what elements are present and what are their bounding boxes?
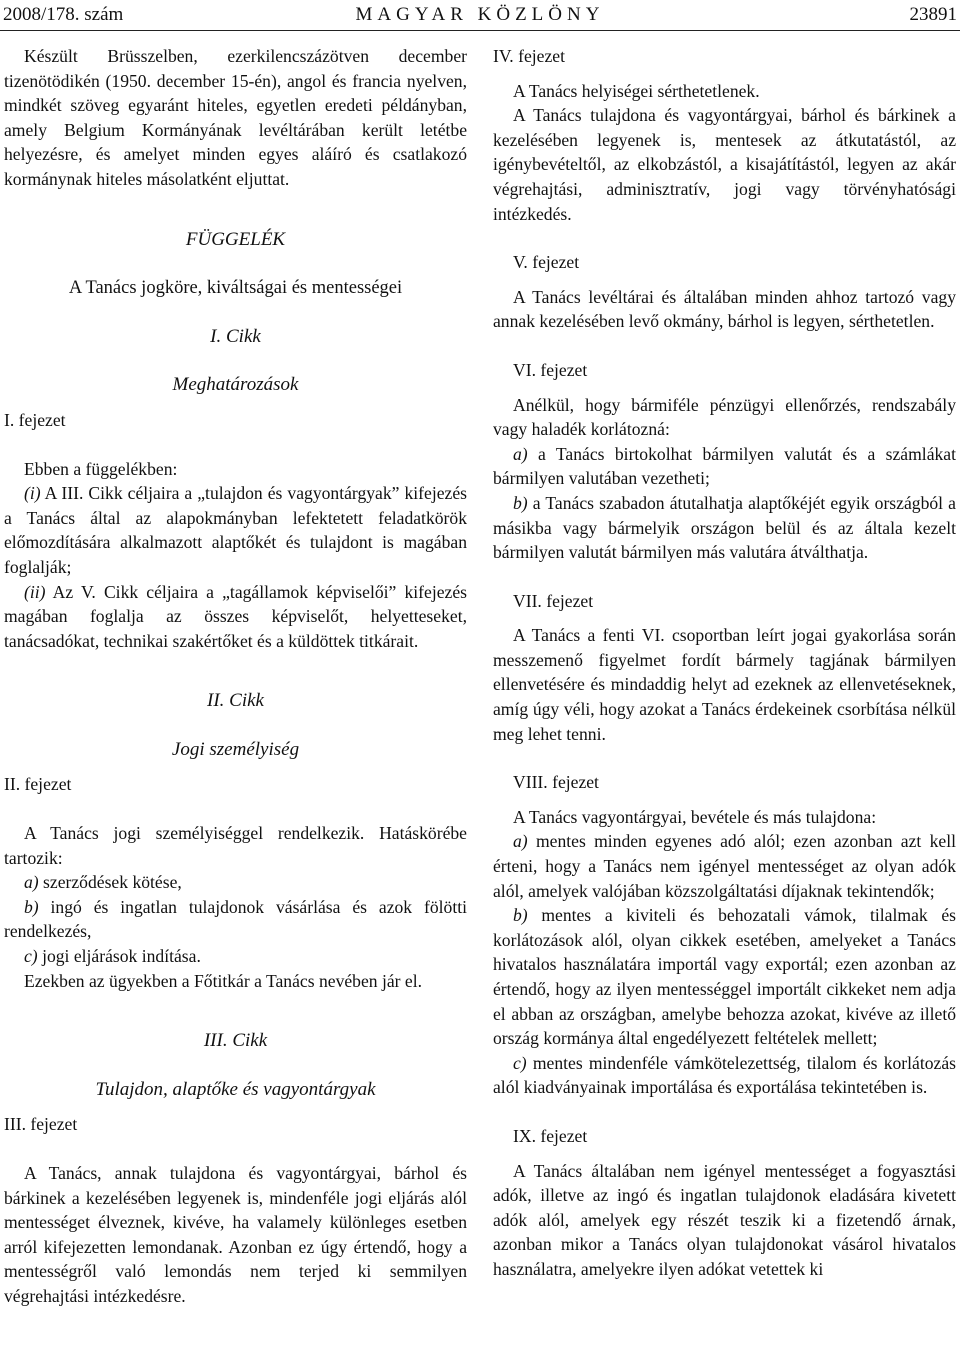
- item-marker: c): [24, 946, 38, 967]
- chapter-2-item-a: [4, 870, 467, 895]
- chapter-2-paragraph-1: A Tanács jogi személyiséggel rendelkezik. Hatáskörébe tartozik:: [4, 823, 467, 868]
- intro-paragraph: Készült Brüsszelben, ezerkilencszázötven december tizenötödikén (1950. december 15-én), angol és francia nyelven, mindkét szöveg egyaránt hiteles, egyetlen eredeti példányban, amely Belgium Kormányának levéltárában került letétbe helyezésre, és amelyet minden egyes aláíró és csatlakozó kormánynak hiteles másolatként eljuttat.: [4, 46, 467, 189]
- chapter-2-item-c: [4, 944, 467, 969]
- issue-number: 2008/178. szám: [3, 4, 124, 25]
- item-text: a Tanács birtokolhat bármilyen valutát és a számlákat bármilyen valutában vezetheti;: [493, 443, 956, 489]
- item-marker: b): [24, 896, 39, 917]
- item-text: ingó és ingatlan tulajdonok vásárlása és azok fölötti rendelkezés,: [4, 896, 467, 942]
- header-rule: [0, 30, 960, 31]
- article-2-number: II. Cikk: [207, 690, 264, 712]
- item-marker: c): [513, 1052, 527, 1073]
- page-number: 23891: [909, 4, 957, 25]
- journal-title: MAGYAR KÖZLÖNY: [355, 4, 605, 25]
- item-text: Az V. Cikk céljaira a „tagállamok képviselői” kifejezés magában foglalja az összes képviselőt, helyetteseket, tanácsadókat, technikai szakértőket és a küldöttek titkárait.: [4, 581, 467, 651]
- chapter-3-heading: III. fejezet: [4, 1114, 78, 1135]
- right-column: [493, 44, 956, 1282]
- chapter-2-paragraph-2: Ezekben az ügyekben a Főtitkár a Tanács nevében jár el.: [24, 970, 423, 991]
- item-marker: b): [513, 905, 528, 926]
- item-text: szerződések kötése,: [38, 872, 182, 893]
- article-1-number: I. Cikk: [210, 325, 261, 347]
- item-text: mentes a kiviteli és behozatali vámok, tilalmak és korlátozások alól, olyan cikkek esetében, amelyeket a Tanács hivatalos használatára importál vagy exportál; ezen azonban az értendő, hogy az ilyen mentességgel importált cikkeket nem adja el abban az országban, amelybe behozza azokat, kivéve az illető ország kormánya által engedélyezett feltételek mellett;: [493, 905, 956, 1049]
- chapter-6-item-a: [493, 442, 956, 491]
- item-text: jogi eljárások indítása.: [37, 946, 201, 967]
- item-marker: a): [513, 831, 528, 852]
- chapter-4-paragraph-2: A Tanács tulajdona és vagyontárgyai, bárhol és bárkinek a kezelésében legyenek is, mentesek az átkutatástól, az igénybevételtől, az elkobzástól, a kisajátítástól, legyen az akár végrehajtási, adminisztratív, jogi vagy törvényhatósági intézkedés.: [493, 105, 956, 224]
- item-marker: (i): [24, 483, 41, 504]
- chapter-2-item-b: [4, 895, 467, 944]
- chapter-6-heading: VI. fejezet: [513, 359, 588, 380]
- item-marker: b): [513, 492, 528, 513]
- chapter-8-item-b: [493, 903, 956, 1051]
- chapter-7-heading: VII. fejezet: [513, 590, 594, 611]
- chapter-3-paragraph-1: A Tanács, annak tulajdona és vagyontárgyai, bárhol és bárkinek a kezelésében legyenek is, mindenféle jogi eljárás alól mentességet élveznek, kivéve, ha valamely különleges esetben arról kifejezetten lemondanak. Azonban ez úgy értendő, hogy a mentességről való lemondás nem terjed ki semmilyen végrehajtási intézkedésre.: [4, 1163, 467, 1306]
- chapter-5-paragraph-1: A Tanács levéltárai és általában minden ahhoz tartozó vagy annak kezelésében levő okmány, bárhol is legyen, sérthetetlen.: [493, 286, 956, 332]
- chapter-8-item-a: [493, 829, 956, 903]
- item-marker: (ii): [24, 581, 46, 602]
- item-marker: a): [513, 443, 528, 464]
- chapter-1-heading: I. fejezet: [4, 409, 66, 430]
- appendix-title: FÜGGELÉK: [185, 228, 286, 250]
- item-marker: a): [24, 872, 39, 893]
- chapter-8-paragraph-1: A Tanács vagyontárgyai, bevétele és más tulajdona:: [513, 806, 877, 827]
- chapter-4-heading: IV. fejezet: [493, 46, 565, 66]
- chapter-1-intro: Ebben a függelékben:: [24, 458, 178, 479]
- chapter-9-paragraph-1: A Tanács általában nem igényel mentességet a fogyasztási adók, illetve az ingó és ingatlan tulajdonok eladására kivetett adók alól, amelyek egy részét teszik ki a fizetendő árnak, azonban mikor a Tanács olyan tulajdonokat vásárol hivatalos használatra, amelyekre ilyen adókat vetettek ki: [493, 1160, 956, 1279]
- left-column: [4, 44, 467, 1309]
- appendix-subtitle: A Tanács jogköre, kiváltságai és mentességei: [68, 278, 403, 299]
- item-text: mentes mindenféle vámkötelezettség, tilalom és korlátozás alól kiadványainak importálása és exportálása tekintetében is.: [493, 1052, 956, 1098]
- article-1-title: Meghatározások: [172, 374, 299, 396]
- item-text: a Tanács szabadon átutalhatja alaptőkéjét egyik országból a másikba vagy bármelyik országon belül és az általa kezelt bármilyen valutát bármilyen más valutára átválthatja.: [493, 492, 956, 563]
- chapter-1-item-ii: [4, 580, 467, 654]
- chapter-6-item-b: [493, 491, 956, 565]
- item-text: A III. Cikk céljaira a „tulajdon és vagyontárgyak” kifejezés a Tanács által az alapokmányban lefektetett feladatkörök előmozdítására alkalmazott alaptőkét és tulajdont is magában foglalják;: [4, 483, 467, 577]
- chapter-6-paragraph-1: Anélkül, hogy bármiféle pénzügyi ellenőrzés, rendszabály vagy haladék korlátozná:: [493, 394, 956, 440]
- chapter-8-item-c: [493, 1051, 956, 1100]
- article-3-title: Tulajdon, alaptőke és vagyontárgyak: [95, 1078, 376, 1100]
- chapter-7-paragraph-1: A Tanács a fenti VI. csoportban leírt jogai gyakorlása során messzemenő figyelmet fordít bármely tagjának bármilyen ellenvetésére és mindaddig helyt ad ezeknek az ellenvetéseknek, amíg úgy véli, hogy azokat a Tanács érdekeinek csorbítása nélkül meg lehet tenni.: [493, 625, 956, 744]
- chapter-4-paragraph-1: A Tanács helyiségei sérthetetlenek.: [513, 80, 760, 101]
- item-text: mentes minden egyenes adó alól; ezen azonban azt kell érteni, hogy a Tanács nem igényel mentességet az olyan adók alól, amelyek valójában közszolgáltatási díjaknak tekintendők;: [493, 831, 956, 901]
- chapter-9-heading: IX. fejezet: [513, 1125, 588, 1146]
- page-header: [0, 0, 960, 30]
- article-2-title: Jogi személyiség: [171, 738, 300, 760]
- chapter-1-item-i: [4, 481, 467, 579]
- article-3-number: III. Cikk: [203, 1030, 268, 1052]
- chapter-8-heading: VIII. fejezet: [513, 772, 599, 793]
- chapter-2-heading: II. fejezet: [4, 774, 72, 795]
- chapter-5-heading: V. fejezet: [513, 252, 580, 273]
